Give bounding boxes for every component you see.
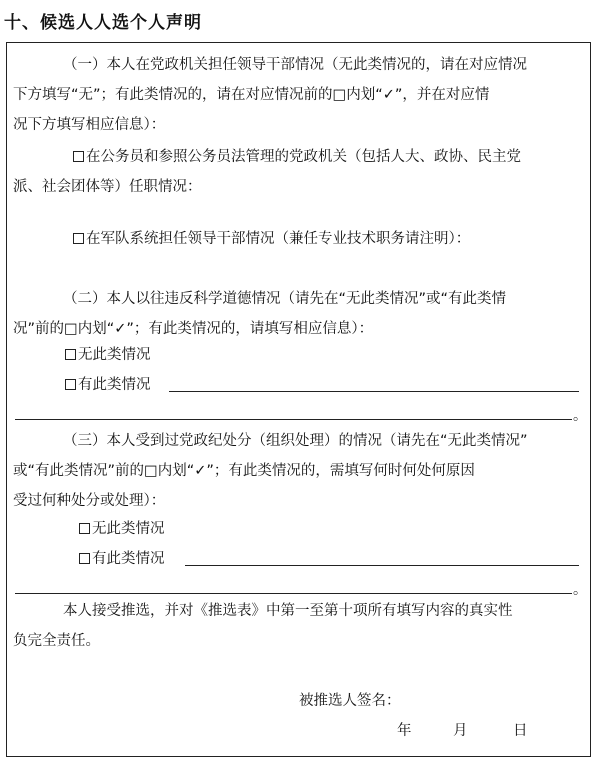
end-mark: 。 bbox=[573, 408, 587, 424]
option-label: 在公务员和参照公务员法管理的党政机关（包括人大、政协、民主党 bbox=[86, 149, 521, 165]
signature-label: 被推选人签名： bbox=[299, 693, 401, 709]
fill-line[interactable] bbox=[169, 391, 579, 392]
date-month: 月 bbox=[453, 723, 468, 739]
end-mark: 。 bbox=[573, 582, 587, 598]
section2-line2: 况”前的□内划“✓”；有此类情况的，请填写相应信息）： bbox=[13, 321, 374, 337]
date-day: 日 bbox=[513, 723, 528, 739]
fill-line[interactable] bbox=[185, 565, 579, 566]
checkbox[interactable] bbox=[65, 349, 76, 360]
section3-line2: 或“有此类情况”前的□内划“✓”；有此类情况的，需填写何时何处何原因 bbox=[13, 463, 475, 479]
declaration-form bbox=[6, 42, 591, 757]
section2-option-none[interactable] bbox=[65, 345, 151, 365]
fill-line[interactable] bbox=[15, 593, 572, 594]
section2-option-yes[interactable] bbox=[65, 375, 151, 395]
checkbox[interactable] bbox=[65, 379, 76, 390]
section1-line1: （一）本人在党政机关担任领导干部情况（无此类情况的，请在对应情况 bbox=[63, 57, 527, 73]
section3-line1: （三）本人受到过党政纪处分（组织处理）的情况（请先在“无此类情况” bbox=[63, 433, 528, 449]
section1-line2: 下方填写“无”；有此类情况的，请在对应情况前的□内划“✓”，并在对应情 bbox=[13, 87, 490, 103]
section2-line1: （二）本人以往违反科学道德情况（请先在“无此类情况”或“有此类情 bbox=[63, 291, 507, 307]
section1-line3: 况下方填写相应信息）： bbox=[13, 117, 166, 133]
section3-option-yes[interactable] bbox=[79, 549, 165, 569]
option-label: 在军队系统担任领导干部情况（兼任专业技术职务请注明）： bbox=[86, 231, 471, 247]
option-label: 有此类情况 bbox=[92, 551, 165, 567]
section1-option-civil-service-cont: 派、社会团体等）任职情况： bbox=[13, 179, 202, 195]
checkbox[interactable] bbox=[79, 523, 90, 534]
checkbox[interactable] bbox=[73, 151, 84, 162]
section3-line3: 受过何种处分或处理）： bbox=[13, 493, 166, 509]
date-year: 年 bbox=[397, 723, 412, 739]
section1-option-military[interactable] bbox=[73, 229, 470, 249]
declaration-line2: 负完全责任。 bbox=[13, 633, 100, 649]
checkbox[interactable] bbox=[73, 233, 84, 244]
option-label: 有此类情况 bbox=[78, 377, 151, 393]
declaration-line1: 本人接受推选，并对《推选表》中第一至第十项所有填写内容的真实性 bbox=[63, 603, 513, 619]
section1-option-civil-service[interactable] bbox=[73, 147, 521, 167]
section3-option-none[interactable] bbox=[79, 519, 165, 539]
fill-line[interactable] bbox=[15, 419, 572, 420]
checkbox[interactable] bbox=[79, 553, 90, 564]
option-label: 无此类情况 bbox=[92, 521, 165, 537]
option-label: 无此类情况 bbox=[78, 347, 151, 363]
page-title: 十、候选人人选个人声明 bbox=[4, 13, 202, 33]
